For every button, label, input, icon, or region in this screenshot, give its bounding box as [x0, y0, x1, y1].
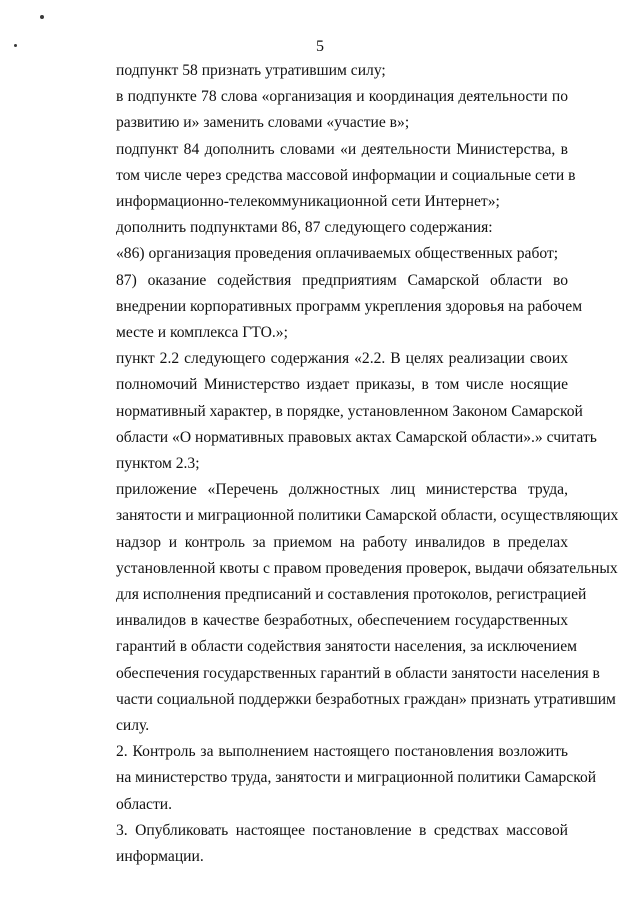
- paragraph-subitem-84: [76, 137, 576, 216]
- paragraph-subitem-86: [76, 241, 568, 267]
- text-line: надзор и контроль за приемом на работу инвалидов в пределах: [116, 533, 568, 551]
- text-line: развитию и» заменить словами «участие в»;: [116, 114, 410, 132]
- paragraph-point-2-control: [76, 739, 597, 818]
- paragraph-item-2-2: [76, 346, 597, 477]
- paragraph-appendix: [76, 477, 619, 739]
- text-line: занятости и миграционной политики Самарской области, осуществляющих: [116, 507, 619, 525]
- text-line: месте и комплекса ГТО.»;: [116, 324, 288, 342]
- text-line: для исполнения предписаний и составления протоколов, регистрацией: [116, 586, 587, 604]
- text-line: обеспечения государственных гарантий в области занятости населения в: [116, 664, 600, 682]
- text-line: дополнить подпунктами 86, 87 следующего содержания:: [116, 219, 493, 237]
- text-line: полномочий Министерство издает приказы, в том числе носящие: [116, 376, 568, 394]
- document-body: [76, 58, 619, 870]
- scan-speck: [40, 15, 44, 19]
- text-line: силу.: [116, 717, 150, 735]
- text-line: инвалидов в качестве безработных, обеспечением государственных: [116, 612, 568, 630]
- paragraph-subitem-58: [76, 58, 568, 84]
- text-line: подпункт 84 дополнить словами «и деятельности Министерства, в: [116, 140, 568, 158]
- paragraph-point-3-publish: [76, 818, 568, 870]
- text-line: том числе через средства массовой информации и социальные сети в: [116, 166, 576, 184]
- paragraph-subitem-78: [76, 84, 568, 136]
- text-line: внедрении корпоративных программ укрепления здоровья на рабочем: [116, 297, 583, 315]
- text-line: 3. Опубликовать настоящее постановление в средствах массовой: [116, 821, 568, 839]
- text-line: на министерство труда, занятости и миграционной политики Самарской: [116, 769, 597, 787]
- paragraph-subitem-87: [76, 268, 583, 347]
- text-line: области.: [116, 795, 173, 813]
- text-line: установленной квоты с правом проведения проверок, выдачи обязательных: [116, 559, 618, 577]
- text-line: подпункт 58 признать утратившим силу;: [116, 62, 386, 79]
- text-line: области «О нормативных правовых актах Самарской области».» считать: [116, 428, 597, 446]
- text-line: 2. Контроль за выполнением настоящего постановления возложить: [116, 743, 568, 761]
- text-line: нормативный характер, в порядке, установленном Законом Самарской: [116, 402, 583, 420]
- paragraph-add-subitems: [76, 215, 568, 241]
- text-line: информации.: [116, 848, 204, 866]
- text-line: части социальной поддержки безработных граждан» признать утратившим: [116, 690, 616, 708]
- text-line: в подпункте 78 слова «организация и координация деятельности по: [116, 88, 568, 106]
- text-line: 87) оказание содействия предприятиям Самарской области во: [116, 271, 568, 289]
- text-line: информационно-телекоммуникационной сети Интернет»;: [116, 193, 500, 211]
- text-line: пунктом 2.3;: [116, 455, 200, 473]
- text-line: «86) организация проведения оплачиваемых общественных работ;: [116, 245, 559, 263]
- text-line: гарантий в области содействия занятости населения, за исключением: [116, 638, 577, 656]
- text-line: приложение «Перечень должностных лиц министерства труда,: [116, 481, 568, 499]
- page-number: 5: [316, 38, 324, 55]
- text-line: пункт 2.2 следующего содержания «2.2. В целях реализации своих: [116, 350, 568, 368]
